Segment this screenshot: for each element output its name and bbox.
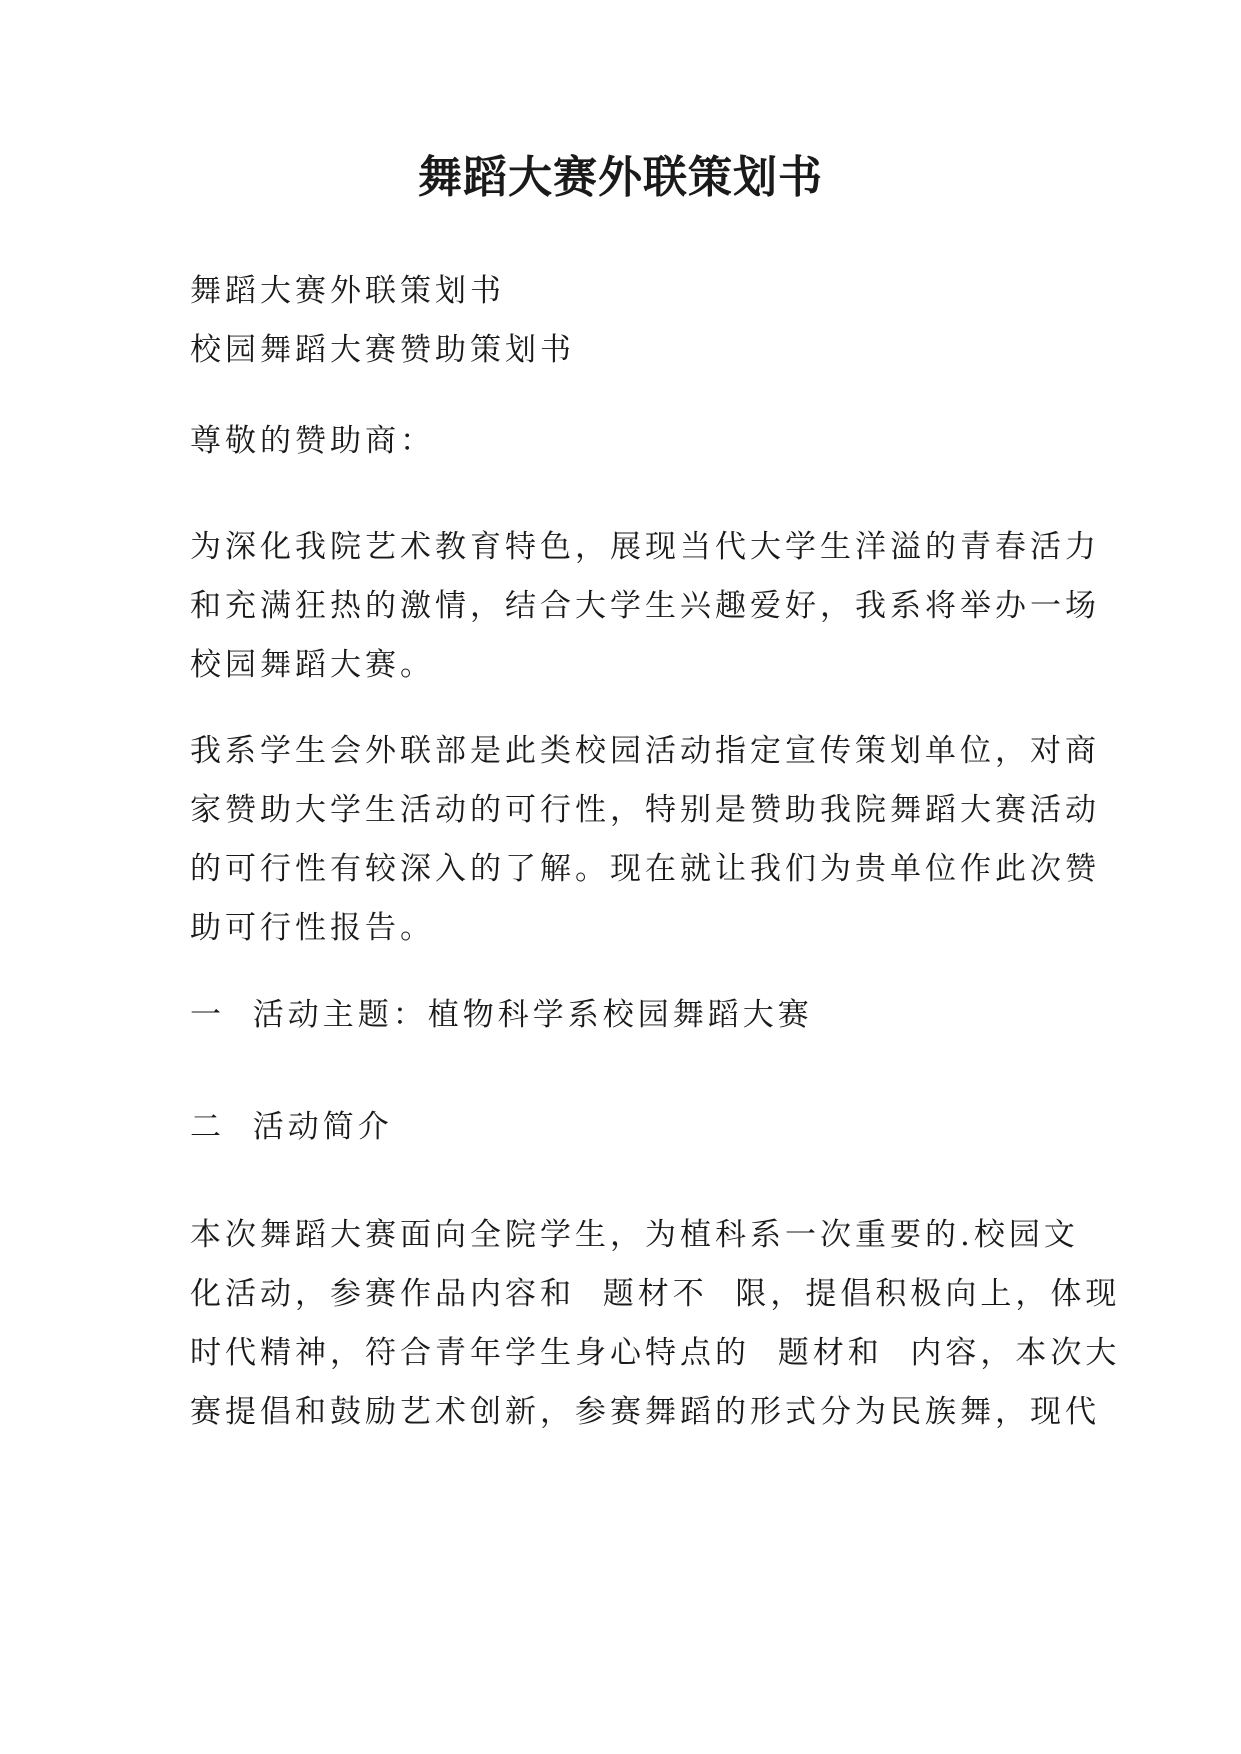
subtitle-block bbox=[190, 262, 1050, 380]
section-2-heading bbox=[190, 1098, 1050, 1157]
paragraph-3-line-3: 时代精神，符合青年学生身心特点的 题材和 内容，本次大 bbox=[190, 1335, 1121, 1371]
paragraph-2-line-4: 助可行性报告。 bbox=[190, 910, 435, 946]
paragraph-1-line-3: 校园舞蹈大赛。 bbox=[190, 647, 435, 683]
paragraph-3-line-1: 本次舞蹈大赛面向全院学生，为植科系一次重要的.校园文 bbox=[190, 1217, 1079, 1253]
paragraph-1-line-2: 和充满狂热的激情，结合大学生兴趣爱好，我系将举办一场 bbox=[190, 588, 1100, 624]
document-title: 舞蹈大赛外联策划书 bbox=[418, 152, 823, 203]
paragraph-1 bbox=[190, 518, 1100, 695]
section-1-text: 一 活动主题：植物科学系校园舞蹈大赛 bbox=[190, 997, 813, 1033]
salutation-text: 尊敬的赞助商： bbox=[190, 423, 435, 459]
paragraph-2-line-2: 家赞助大学生活动的可行性，特别是赞助我院舞蹈大赛活动 bbox=[190, 792, 1100, 828]
paragraph-2 bbox=[190, 722, 1100, 958]
paragraph-3 bbox=[190, 1206, 1121, 1442]
salutation bbox=[190, 412, 1050, 471]
paragraph-1-line-1: 为深化我院艺术教育特色，展现当代大学生洋溢的青春活力 bbox=[190, 529, 1100, 565]
section-1-heading bbox=[190, 986, 1050, 1045]
paragraph-2-line-3: 的可行性有较深入的了解。现在就让我们为贵单位作此次赞 bbox=[190, 851, 1100, 887]
subtitle-line-2: 校园舞蹈大赛赞助策划书 bbox=[190, 332, 575, 368]
paragraph-2-line-1: 我系学生会外联部是此类校园活动指定宣传策划单位，对商 bbox=[190, 733, 1100, 769]
paragraph-3-line-2: 化活动，参赛作品内容和 题材不 限，提倡积极向上，体现 bbox=[190, 1276, 1121, 1312]
section-2-text: 二 活动简介 bbox=[190, 1109, 393, 1145]
subtitle-line-1: 舞蹈大赛外联策划书 bbox=[190, 273, 505, 309]
paragraph-3-line-4: 赛提倡和鼓励艺术创新，参赛舞蹈的形式分为民族舞，现代 bbox=[190, 1394, 1100, 1430]
